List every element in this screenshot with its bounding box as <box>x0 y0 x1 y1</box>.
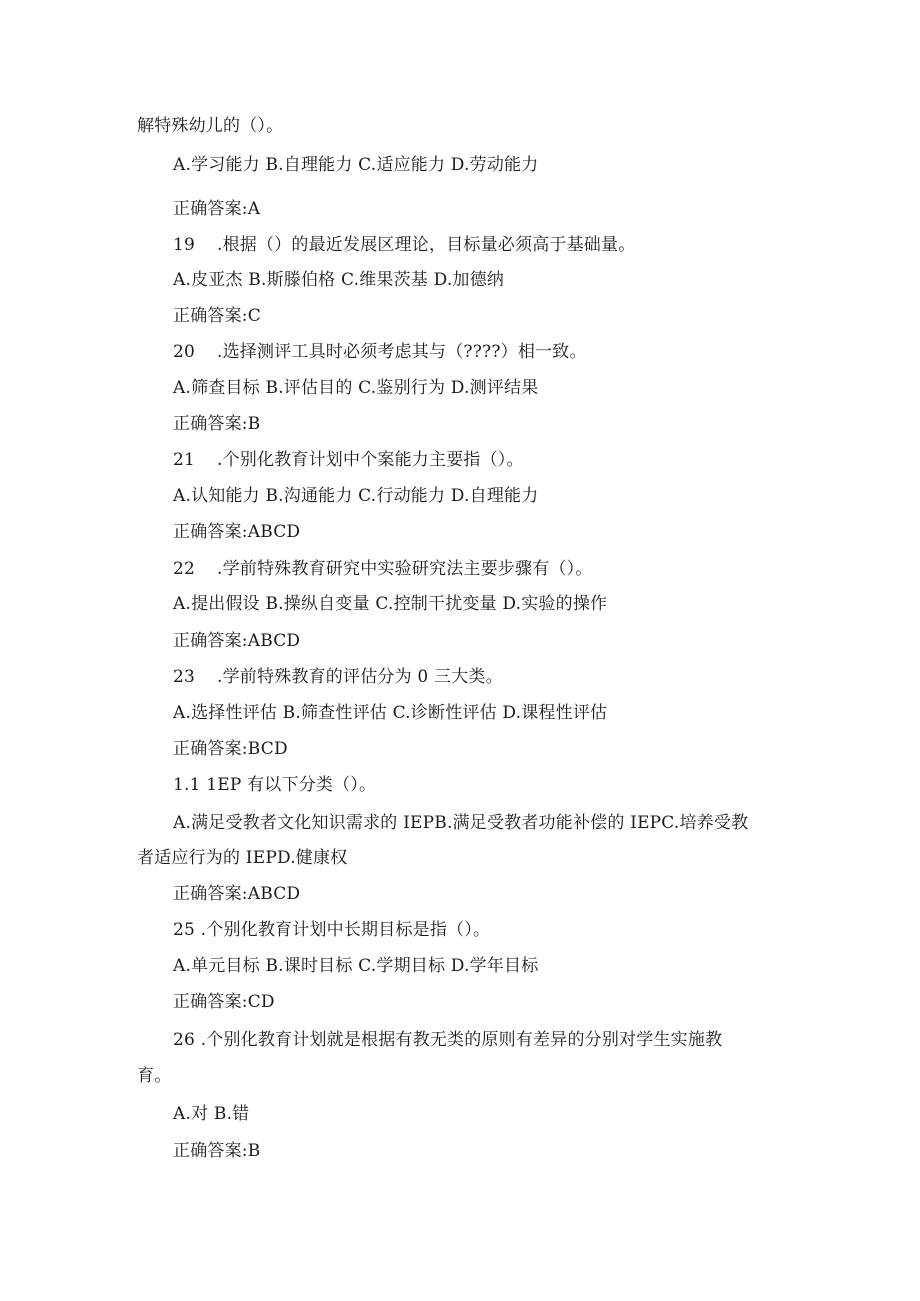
question-24-options-line-1: A.满足受教者文化知识需求的 IEPB.满足受教者功能补偿的 IEPC.培养受教 <box>173 813 749 833</box>
question-26-stem-line-2: 育。 <box>137 1066 172 1086</box>
question-20-answer: 正确答案:B <box>173 414 261 434</box>
question-19-text: .根据（）的最近发展区理论，目标量必须高于基础量。 <box>217 235 636 255</box>
question-19-number: 19 <box>173 235 196 255</box>
question-20-options: A.筛查目标 B.评估目的 C.鉴别行为 D.测评结果 <box>173 378 539 398</box>
question-20-stem <box>173 340 587 364</box>
question-26-stem-line-1: 26 .个别化教育计划就是根据有教无类的原则有差异的分别对学生实施教 <box>173 1030 723 1050</box>
question-19-answer: 正确答案:C <box>173 306 261 326</box>
question-18-options: A.学习能力 B.自理能力 C.适应能力 D.劳动能力 <box>173 155 539 175</box>
question-23-text: .学前特殊教育的评估分为 0 三大类。 <box>217 667 503 687</box>
question-22-text: .学前特殊教育研究中实验研究法主要步骤有（）。 <box>217 559 593 579</box>
question-23-answer: 正确答案:BCD <box>173 739 288 759</box>
question-21-options: A.认知能力 B.沟通能力 C.行动能力 D.自理能力 <box>173 486 539 506</box>
question-24-answer: 正确答案:ABCD <box>173 884 301 904</box>
question-24-options-line-2: 者适应行为的 IEPD.健康权 <box>137 848 348 868</box>
question-21-text: .个别化教育计划中个案能力主要指（）。 <box>217 450 524 470</box>
question-22-options: A.提出假设 B.操纵自变量 C.控制干扰变量 D.实验的操作 <box>173 594 608 614</box>
question-19-options: A.皮亚杰 B.斯滕伯格 C.维果茨基 D.加德纳 <box>173 270 505 290</box>
question-21-stem <box>173 448 524 472</box>
question-18-continuation: 解特殊幼儿的（）。 <box>137 116 284 136</box>
question-21-number: 21 <box>173 450 196 470</box>
question-22-answer: 正确答案:ABCD <box>173 631 301 651</box>
question-25-stem: 25 .个别化教育计划中长期目标是指（）。 <box>173 920 491 940</box>
question-23-options: A.选择性评估 B.筛查性评估 C.诊断性评估 D.课程性评估 <box>173 703 608 723</box>
question-19-stem <box>173 233 635 257</box>
question-25-answer: 正确答案:CD <box>173 992 275 1012</box>
question-21-answer: 正确答案:ABCD <box>173 522 301 542</box>
question-26-options: A.对 B.错 <box>173 1104 250 1124</box>
question-24-stem: 1.1 1EP 有以下分类（）。 <box>173 775 377 795</box>
question-25-options: A.单元目标 B.课时目标 C.学期目标 D.学年目标 <box>173 956 539 976</box>
question-22-stem <box>173 557 593 581</box>
question-26-answer: 正确答案:B <box>173 1141 261 1161</box>
question-22-number: 22 <box>173 559 196 579</box>
question-20-text: .选择测评工具时必须考虑其与（????）相一致。 <box>217 342 587 362</box>
question-18-answer: 正确答案:A <box>173 199 261 219</box>
question-23-stem <box>173 665 503 689</box>
question-23-number: 23 <box>173 667 196 687</box>
question-20-number: 20 <box>173 342 196 362</box>
